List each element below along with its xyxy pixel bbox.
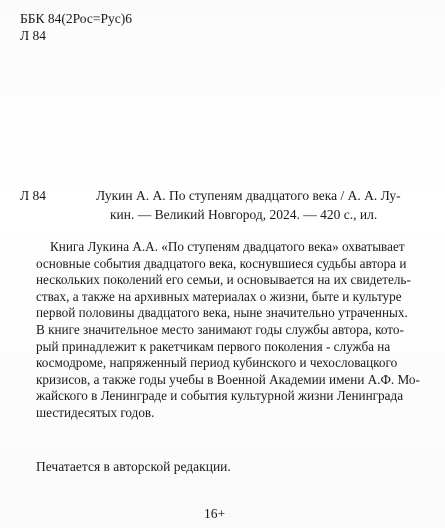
annotation-line: кризисов, а также годы учебы в Военной Академии имени А.Ф. Мо- (36, 371, 420, 387)
bibliographic-record (96, 186, 431, 224)
annotation (36, 239, 428, 422)
bibliographic-mark: Л 84 (20, 188, 47, 203)
annotation-line: ствах, а также на архивных материалах о жизни, быте и культуре (36, 288, 402, 304)
bibliographic-line: кин. — Великий Новгород, 2024. — 420 с., ил. (110, 207, 378, 222)
bbk-code: ББК 84(2Рос=Рус)6 (20, 11, 132, 26)
annotation-line: космодроме, напряженный период кубинского и чехословацкого (36, 355, 398, 371)
annotation-line: жайского в Ленинграде и события культурной жизни Ленинграда (36, 388, 404, 404)
annotation-line: рый принадлежит к ракетчикам первого поколения - служба на (36, 338, 391, 354)
age-rating: 16+ (204, 506, 226, 521)
annotation-line: Книга Лукина А.А. «По ступеням двадцатого века» охватывает (50, 239, 405, 254)
annotation-line: шестидесятых годов. (36, 404, 155, 420)
annotation-line: основные события двадцатого века, коснувшиеся судьбы автора и (36, 255, 407, 271)
author-sign: Л 84 (20, 28, 47, 43)
annotation-line: В книге значительное место занимают годы службы автора, кото- (36, 321, 404, 337)
edition-note: Печатается в авторской редакции. (36, 459, 231, 474)
annotation-line: нескольких поколений его семьи, и основывается на их свидетель- (36, 272, 411, 288)
bibliographic-line: Лукин А. А. По ступеням двадцатого века / А. А. Лу- (96, 188, 401, 203)
annotation-line: первой половины двадцатого века, ныне значительно утраченных. (36, 305, 408, 321)
